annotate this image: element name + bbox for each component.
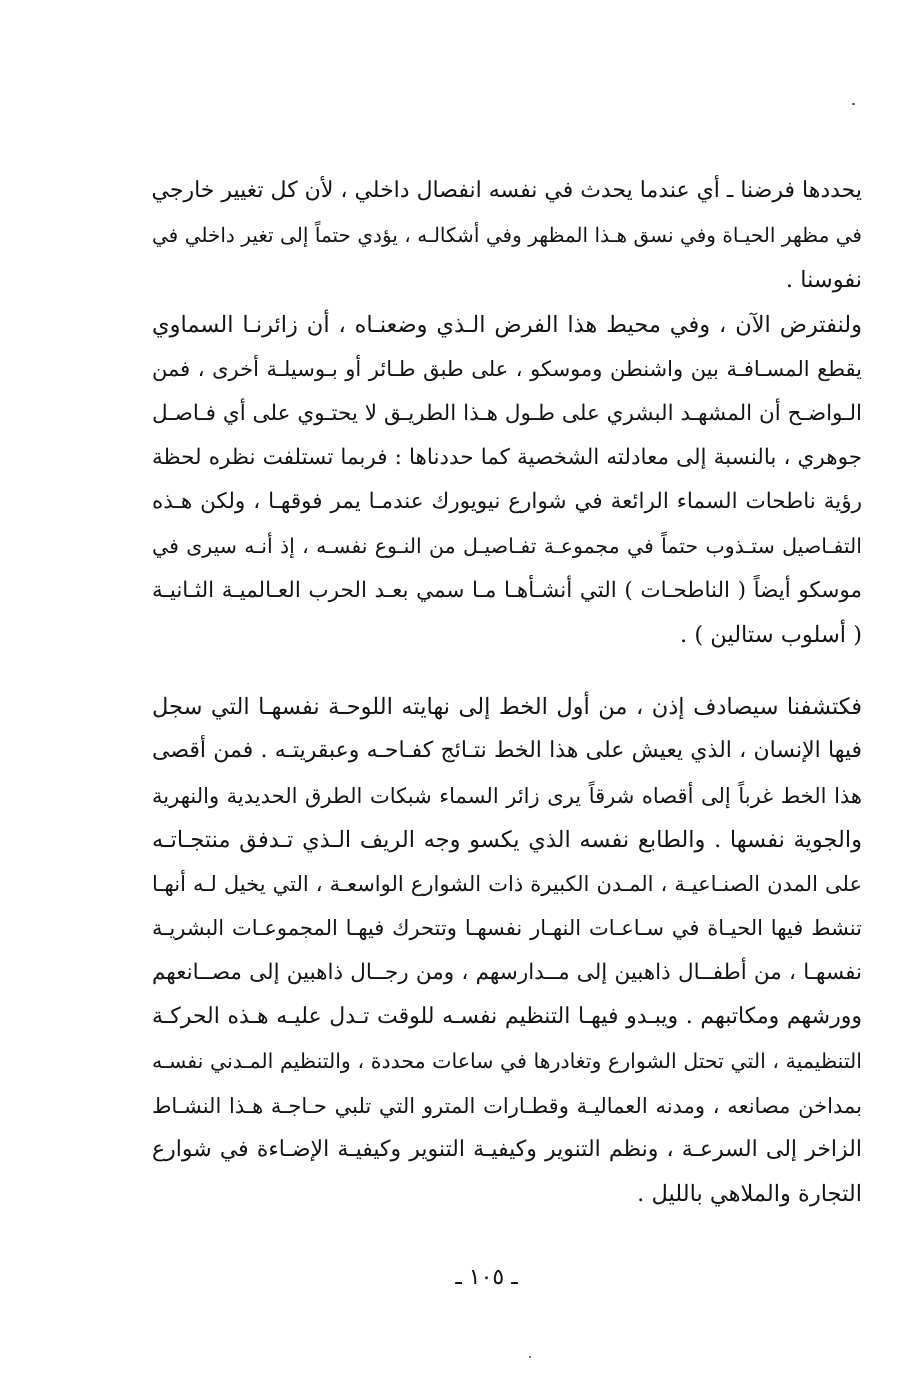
- text-line: التجارة والملاهي بالليل .: [637, 1181, 862, 1208]
- paragraph-3: [152, 685, 862, 1217]
- text-line: بمداخن مصانعه ، ومدنه العماليـة وقطـارات المترو التي تلبي حـاجـة هـذا النشـاط: [152, 1093, 862, 1118]
- text-line: فكتشفنا سيصادف إذن ، من أول الخط إلى نهايته اللوحـة نفسهـا التي سجل: [152, 694, 862, 720]
- text-line: هذا الخط غرباً إلى أقصاه شرقاً يرى زائر السماء شبكات الطرق الحديدية والنهرية: [152, 783, 862, 808]
- paragraph-1: [152, 169, 862, 302]
- text-line: نفسهـا ، من أطفــال ذاهبين إلى مــدارسهم ، ومن رجــال ذاهبين إلى مصــانعهم: [152, 959, 862, 985]
- text-line: في مظهر الحيـاة وفي نسق هـذا المظهر وفي أشكالـه ، يؤدي حتماً إلى تغير داخلي في: [152, 223, 862, 248]
- paragraph-2: [152, 303, 862, 657]
- text-line: التفـاصيل ستـذوب حتماً في مجموعـة تفـاصيـل من النـوع نفسـه ، إذ أنـه سيرى في: [152, 534, 862, 559]
- text-line: التنظيمية ، التي تحتل الشوارع وتغادرها في ساعات محددة ، والتنظيم المـدني نفسـه: [152, 1049, 862, 1074]
- text-line: وورشهم ومكاتبهم . ويبـدو فيهـا التنظيم نفسـه للوقت تـدل عليـه هـذه الحركـة: [152, 1004, 862, 1030]
- page-number: ـ ١٠٥ ـ: [455, 1265, 518, 1290]
- text-line: رؤية ناطحات السماء الرائعة في شوارع نيويورك عندمـا يمر فوقهـا ، ولكن هـذه: [152, 489, 862, 515]
- text-line: يقطع المسـافـة بين واشنطن وموسكو ، على طبق طـائر أو بـوسيلـة أخرى ، فمن: [152, 357, 862, 382]
- text-line: والجوية نفسها . والطابع نفسه الذي يكسو وجه الريف الـذي تـدفق منتجـاتـه: [152, 826, 862, 853]
- scan-speck: [529, 1356, 531, 1358]
- text-line: جوهري ، بالنسبة إلى معادلته الشخصية كما حددناها : فربما تستلفت نظره لحظة: [152, 444, 862, 470]
- scan-speck: [852, 103, 855, 105]
- text-line: تنشط فيها الحيـاة في سـاعـات النهـار نفسهـا وتتحرك فيهـا المجموعـات البشريـة: [152, 916, 862, 941]
- text-line: فيها الإنسان ، الذي يعيش على هذا الخط نتـائج كفـاحـه وعبقريتـه . فمن أقصى: [152, 738, 862, 764]
- text-line: موسكو أيضاً ( الناطحـات ) التي أنشـأهـا مـا سمي بعـد الحرب العـالميـة الثـانيـة: [152, 577, 862, 603]
- text-line: نفوسنا .: [785, 266, 862, 293]
- text-line: الزاخر إلى السرعـة ، ونظم التنوير وكيفيـة التنوير وكيفيـة الإضـاءة في شوارع: [152, 1136, 862, 1162]
- text-line: يحددها فرضنا ـ أي عندما يحدث في نفسه انفصال داخلي ، لأن كل تغيير خارجي: [152, 178, 862, 203]
- text-line: الـواضـح أن المشهـد البشري على طـول هـذا الطريـق لا يحتـوي على أي فـاصـل: [152, 400, 862, 426]
- text-line: ولنفترض الآن ، وفي محيط هذا الفرض الـذي وضعنـاه ، أن زائرنـا السماوي: [152, 312, 862, 338]
- text-line: ( أسلوب ستالين ) .: [680, 622, 862, 649]
- text-line: على المدن الصنـاعيـة ، المـدن الكبيرة ذات الشوارع الواسعـة ، التي يخيل لـه أنهـا: [152, 872, 862, 897]
